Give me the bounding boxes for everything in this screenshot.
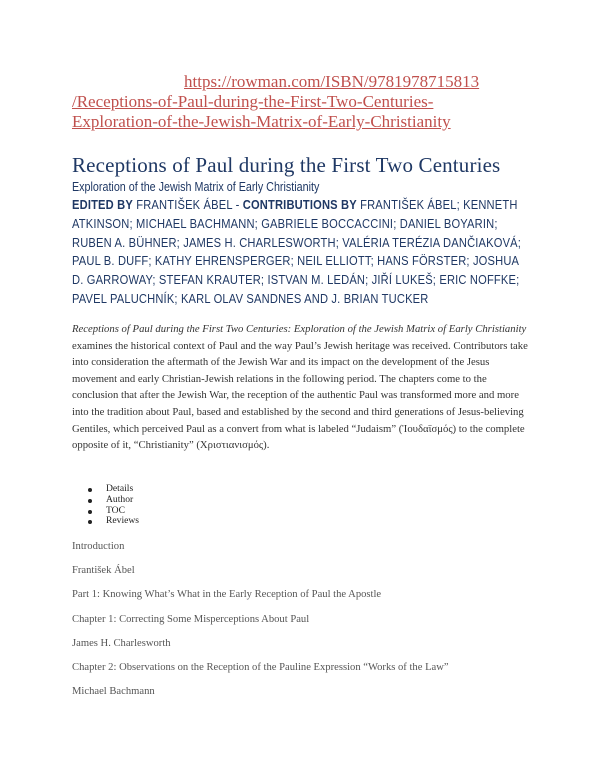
tab-toc[interactable]: TOC xyxy=(86,506,139,517)
info-tabs xyxy=(86,484,139,527)
edited-by-label: EDITED BY xyxy=(72,197,133,212)
credits: EDITED BY FRANTIŠEK ÁBEL - CONTRIBUTIONS BY FRANTIŠEK ÁBEL; KENNETH ATKINSON; MICHAEL BACHMANN; GABRIELE BOCCACCINI; DANIEL BOYARIN; RUBEN A. BÜHNER; JAMES H. CHARLESWORTH; VALÉRIA TERÉZIA DANČIAKOVÁ; PAUL B. DUFF; KATHY EHRENSPERGER; NEIL ELLIOTT; HANS FÖRSTER; JOSHUA D. GARROWAY; STEFAN KRAUTER; ISTVAN M. LEDÁN; JIŘÍ LUKEŠ; ERIC NOFFKE; PAVEL PALUCHNÍK; KARL OLAV SANDNES AND J. BRIAN TUCKER xyxy=(72,197,522,306)
source-url[interactable] xyxy=(72,72,542,132)
tab-reviews[interactable]: Reviews xyxy=(86,516,139,527)
contributions-by-label: CONTRIBUTIONS BY xyxy=(242,197,357,212)
book-description xyxy=(72,321,532,454)
toc-entry: Michael Bachmann xyxy=(72,686,155,698)
tab-details[interactable]: Details xyxy=(86,484,139,495)
book-title: Receptions of Paul during the First Two Centuries xyxy=(72,153,501,177)
url-line-1[interactable]: https://rowman.com/ISBN/9781978715813 xyxy=(184,72,480,91)
url-line-3[interactable]: Exploration-of-the-Jewish-Matrix-of-Early-Christianity xyxy=(72,112,451,131)
editor-name: FRANTIŠEK ÁBEL xyxy=(136,197,233,212)
book-subtitle: Exploration of the Jewish Matrix of Early Christianity xyxy=(72,180,320,194)
url-line-2[interactable]: /Receptions-of-Paul-during-the-First-Two-Centuries- xyxy=(72,92,434,111)
contributor-list: FRANTIŠEK ÁBEL; KENNETH ATKINSON; MICHAEL BACHMANN; GABRIELE BOCCACCINI; DANIEL BOYARIN; RUBEN A. BÜHNER; JAMES H. CHARLESWORTH; VALÉRIA TERÉZIA DANČIAKOVÁ; PAUL B. DUFF; KATHY EHRENSPERGER; NEIL ELLIOTT; HANS FÖRSTER; JOSHUA D. GARROWAY; STEFAN KRAUTER; ISTVAN M. LEDÁN; JIŘÍ LUKEŠ; ERIC NOFFKE; PAVEL PALUCHNÍK; KARL OLAV SANDNES AND J. BRIAN TUCKER xyxy=(72,197,522,306)
toc-entry: Introduction xyxy=(72,541,125,552)
toc-entry: Part 1: Knowing What’s What in the Early Reception of Paul the Apostle xyxy=(72,589,382,601)
description-title: Receptions of Paul during the First Two Centuries: Exploration of the Jewish Matrix of Early Christianity xyxy=(72,323,527,335)
tab-author[interactable]: Author xyxy=(86,495,139,506)
toc-entry: Chapter 1: Correcting Some Misperceptions About Paul xyxy=(72,613,310,625)
description-text: examines the historical context of Paul and the way Paul’s Jewish heritage was received. Contributors take into consideration the aftermath of the Jewish War and its impact on the development of the Jesus movement and early Christian-Jewish relations in the following period. The chapters come to the conclusion that after the Jewish War, the reception of the authentic Paul was transformed more and more into the tradition about Paul, based and established by the second and third generations of Jesus-believing Gentiles, which perceived Paul as a convert from what is labeled “Judaism” (Ἰουδαϊσμός) to the complete opposite of it, “Christianity” (Χριστιανισμός). xyxy=(72,339,528,452)
toc-entry: František Ábel xyxy=(72,565,135,577)
toc-entry: James H. Charlesworth xyxy=(72,637,171,649)
table-of-contents xyxy=(72,540,552,709)
toc-entry: Chapter 2: Observations on the Reception of the Pauline Expression “Works of the Law” xyxy=(72,661,449,673)
